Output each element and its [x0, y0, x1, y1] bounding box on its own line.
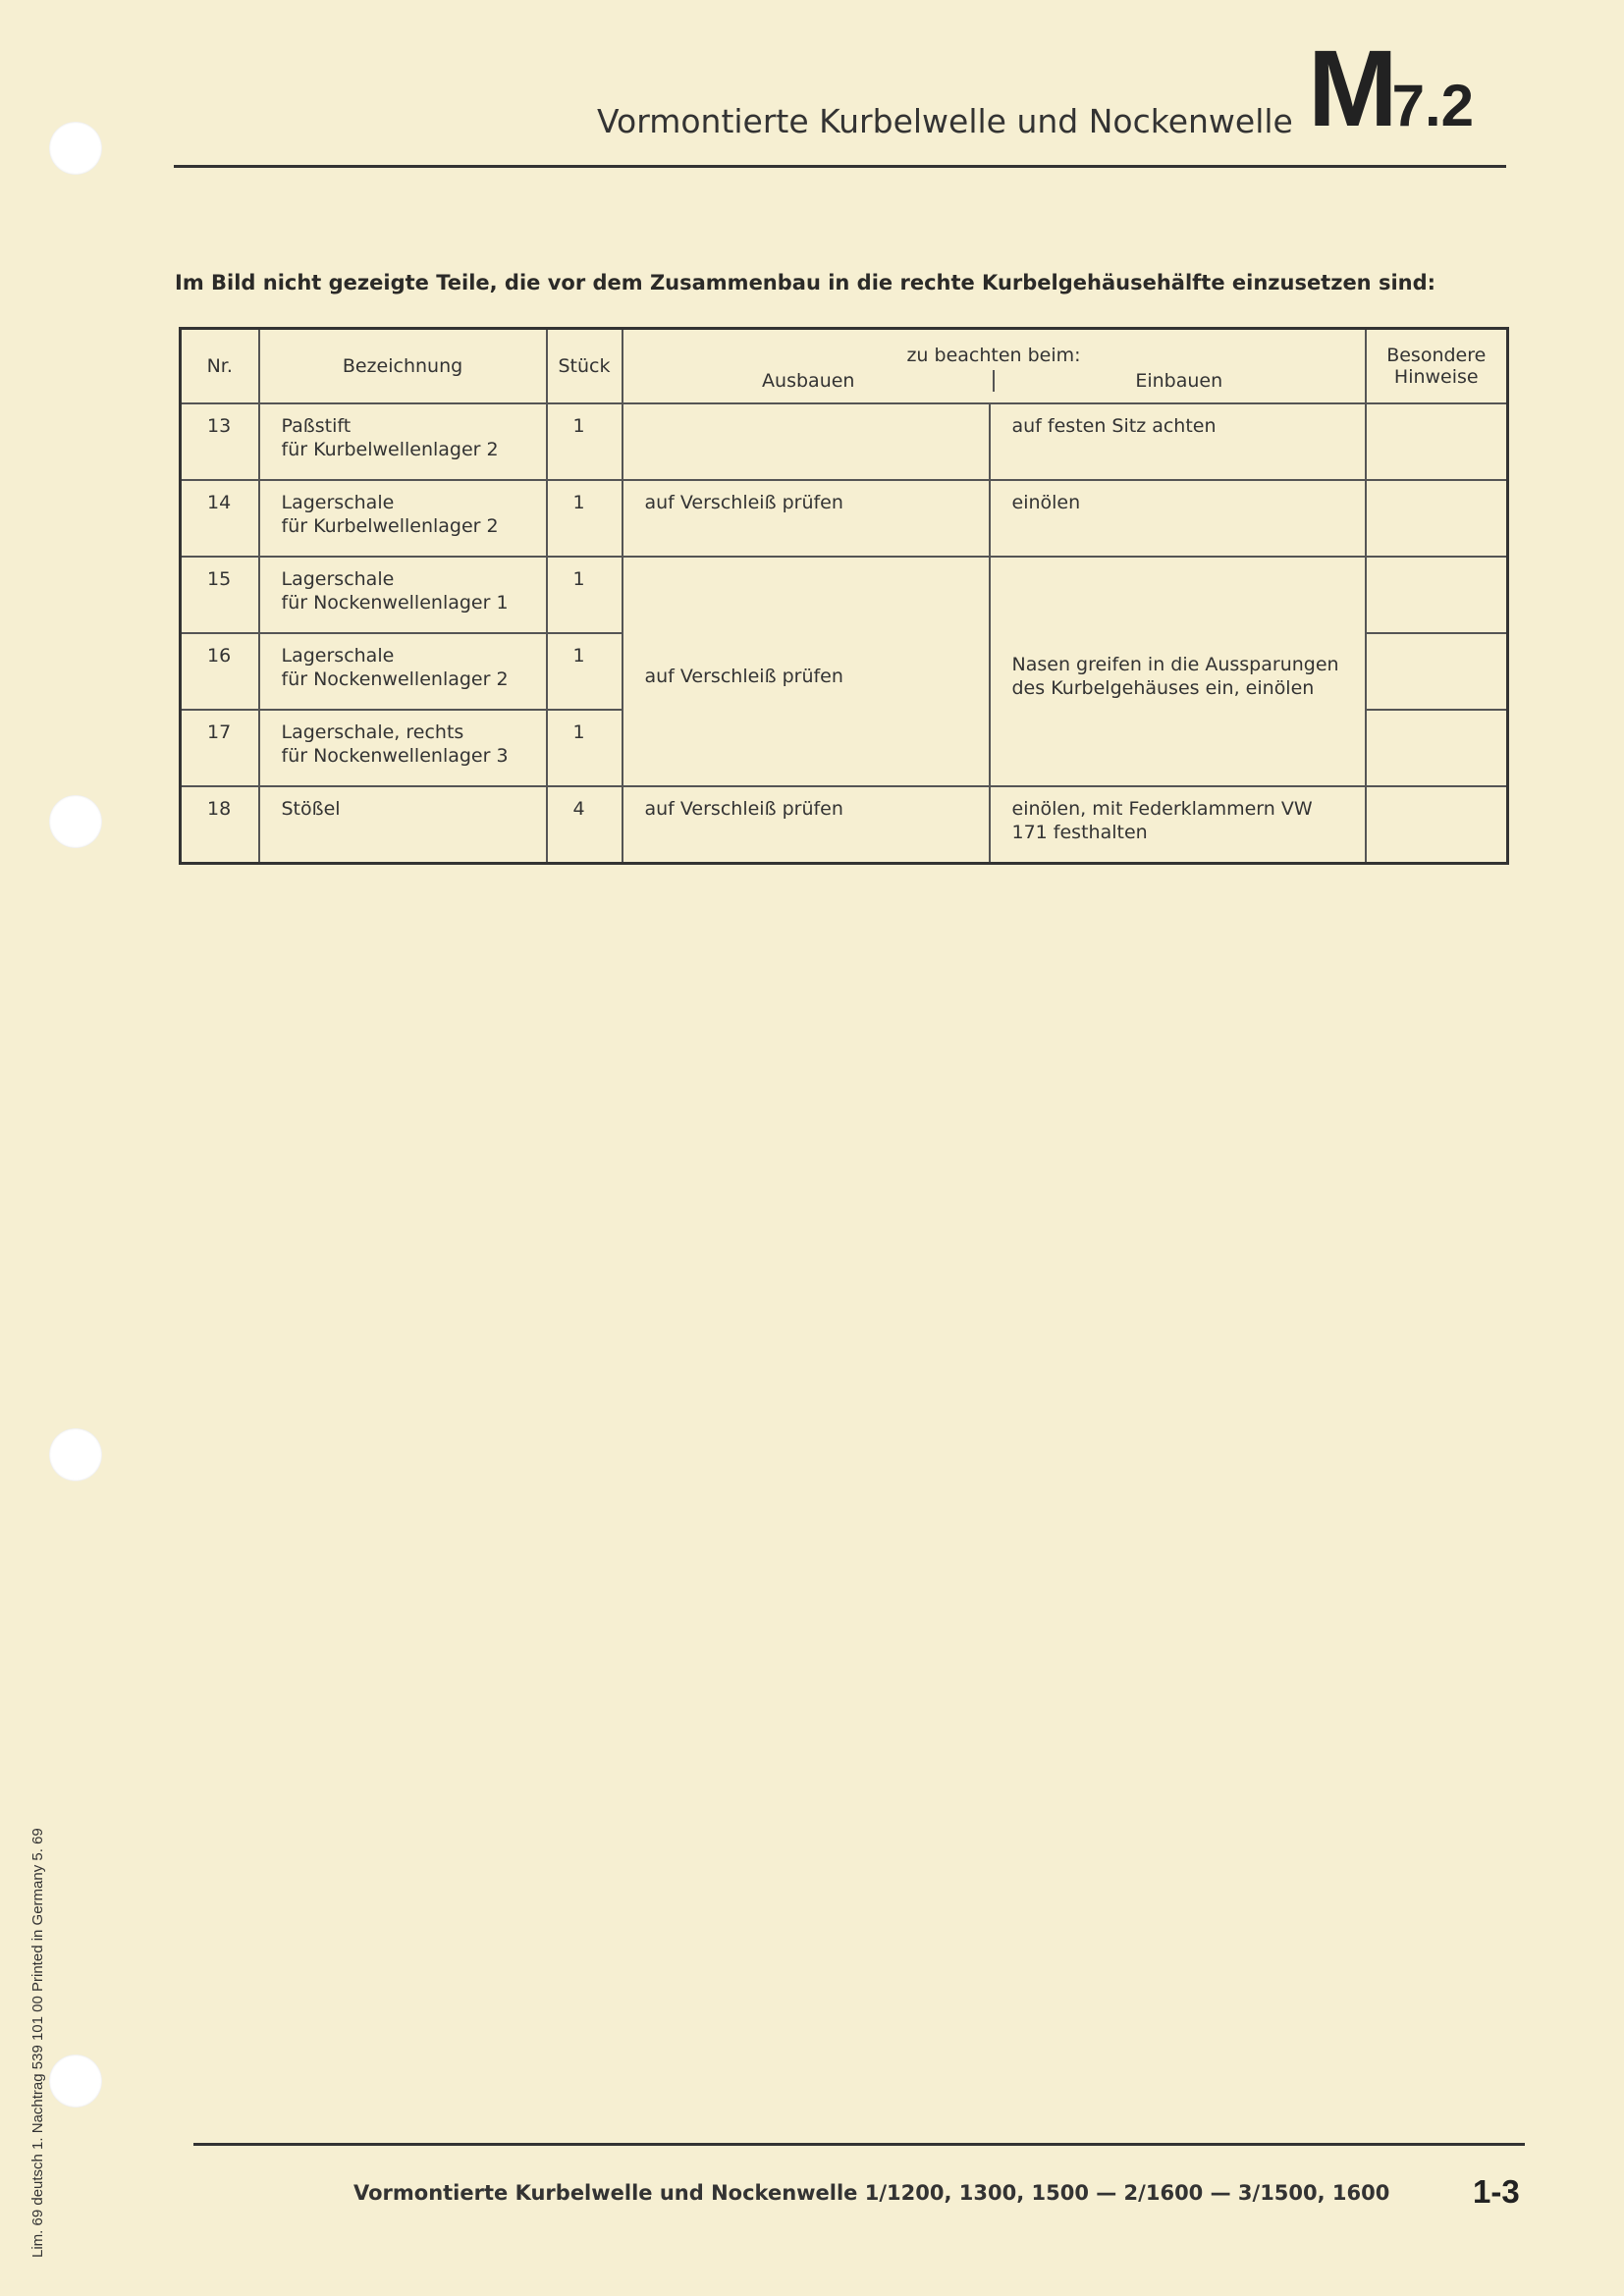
- page-number: 1-3: [1473, 2173, 1520, 2210]
- section-letter: M: [1308, 28, 1392, 149]
- cell-ausbauen: auf Verschleiß prüfen: [623, 786, 990, 864]
- column-header-stueck: Stück: [547, 329, 623, 404]
- cell-nr: 16: [181, 633, 259, 710]
- column-header-nr: Nr.: [181, 329, 259, 404]
- cell-nr: 18: [181, 786, 259, 864]
- cell-hinweise: [1366, 557, 1508, 633]
- print-note: Lim. 69 deutsch 1. Nachtrag 539 101 00 Printed in Germany 5. 69: [29, 1828, 46, 2258]
- cell-stueck: 1: [547, 557, 623, 633]
- page-title: Vormontierte Kurbelwelle und Nockenwelle: [597, 102, 1293, 140]
- cell-stueck: 4: [547, 786, 623, 864]
- cell-bezeichnung: [259, 480, 547, 557]
- table-row: [181, 480, 1508, 557]
- table-row: [181, 403, 1508, 480]
- section-code: [1308, 28, 1475, 149]
- cell-einbauen: einölen: [990, 480, 1366, 557]
- column-header-bezeichnung: Bezeichnung: [259, 329, 547, 404]
- table-header-row: [181, 329, 1508, 404]
- part-name: Lagerschale: [281, 568, 395, 590]
- cell-hinweise: [1366, 480, 1508, 557]
- table-row: [181, 557, 1508, 633]
- part-name: Paßstift: [281, 415, 352, 437]
- punch-hole: [49, 1428, 102, 1481]
- cell-bezeichnung: [259, 557, 547, 633]
- column-header-hinweise: Besondere Hinweise: [1366, 329, 1508, 404]
- footer-rule: [193, 2143, 1525, 2146]
- cell-nr: 15: [181, 557, 259, 633]
- part-location: für Kurbelwellenlager 2: [281, 439, 499, 460]
- cell-stueck: 1: [547, 403, 623, 480]
- cell-nr: 17: [181, 710, 259, 786]
- part-name: Lagerschale, rechts: [281, 721, 464, 743]
- part-location: für Nockenwellenlager 1: [281, 592, 509, 614]
- part-name: Lagerschale: [281, 645, 395, 667]
- cell-bezeichnung: [259, 633, 547, 710]
- part-location: für Nockenwellenlager 2: [281, 668, 509, 690]
- cell-einbauen-merged: Nasen greifen in die Aussparungen des Kurbelgehäuses ein, einölen: [990, 557, 1366, 786]
- cell-hinweise: [1366, 403, 1508, 480]
- cell-einbauen: einölen, mit Federklammern VW 171 festhalten: [990, 786, 1366, 864]
- cell-stueck: 1: [547, 480, 623, 557]
- cell-bezeichnung: [259, 786, 547, 864]
- cell-ausbauen: auf Verschleiß prüfen: [623, 480, 990, 557]
- intro-text: Im Bild nicht gezeigte Teile, die vor dem Zusammenbau in die rechte Kurbelgehäusehälfte einzusetzen sind:: [175, 271, 1436, 294]
- section-number: 7.2: [1391, 73, 1475, 138]
- cell-stueck: 1: [547, 710, 623, 786]
- part-name: Stößel: [281, 798, 341, 820]
- cell-bezeichnung: [259, 403, 547, 480]
- group-label: zu beachten beim:: [906, 345, 1081, 366]
- column-header-ausbauen: Ausbauen: [624, 370, 996, 392]
- punch-hole: [49, 122, 102, 175]
- cell-hinweise: [1366, 633, 1508, 710]
- cell-nr: 13: [181, 403, 259, 480]
- punch-hole: [49, 2055, 102, 2108]
- column-header-einbauen: Einbauen: [1135, 370, 1223, 392]
- cell-bezeichnung: [259, 710, 547, 786]
- part-name: Lagerschale: [281, 492, 395, 513]
- cell-stueck: 1: [547, 633, 623, 710]
- punch-hole: [49, 795, 102, 848]
- cell-hinweise: [1366, 710, 1508, 786]
- column-header-group: [623, 329, 1366, 404]
- part-location: für Nockenwellenlager 3: [281, 745, 509, 767]
- header-rule: [174, 165, 1506, 168]
- parts-table: [179, 327, 1509, 865]
- cell-nr: 14: [181, 480, 259, 557]
- cell-hinweise: [1366, 786, 1508, 864]
- cell-einbauen: auf festen Sitz achten: [990, 403, 1366, 480]
- footer-text: Vormontierte Kurbelwelle und Nockenwelle 1/1200, 1300, 1500 — 2/1600 — 3/1500, 1600: [353, 2181, 1390, 2205]
- cell-ausbauen: [623, 403, 990, 480]
- part-location: für Kurbelwellenlager 2: [281, 515, 499, 537]
- cell-ausbauen-merged: auf Verschleiß prüfen: [623, 557, 990, 786]
- table-row: [181, 786, 1508, 864]
